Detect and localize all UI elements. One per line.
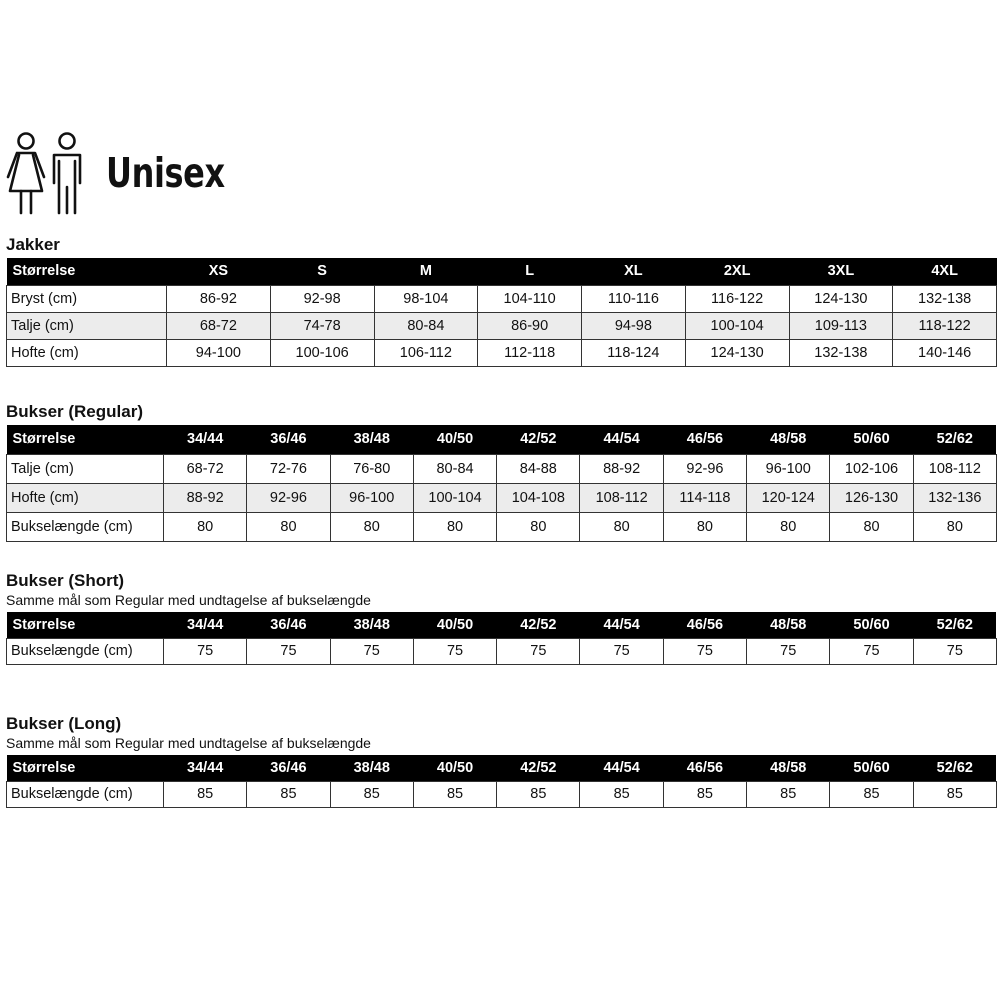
measurement-label: Talje (cm) [7, 454, 164, 483]
measurement-value: 80 [497, 512, 580, 541]
section-title: Jakker [6, 235, 60, 254]
size-header: 50/60 [830, 612, 913, 638]
size-header: 2XL [685, 258, 789, 285]
section-jakker [6, 232, 996, 367]
measurement-value: 74-78 [270, 312, 374, 339]
measurement-value: 124-130 [789, 285, 893, 312]
measurement-value: 75 [497, 638, 580, 664]
size-header: 36/46 [247, 425, 330, 454]
size-header: 48/58 [747, 755, 830, 781]
size-header: 52/62 [913, 425, 996, 454]
unisex-icons [6, 131, 84, 215]
measurement-value: 132-138 [893, 285, 997, 312]
size-header: XL [582, 258, 686, 285]
measurement-value: 75 [747, 638, 830, 664]
measurement-value: 72-76 [247, 454, 330, 483]
measurement-label: Bukselængde (cm) [7, 638, 164, 664]
size-header: 46/56 [663, 755, 746, 781]
size-header: 40/50 [413, 612, 496, 638]
section-bukser-long [6, 711, 996, 808]
measurement-value: 96-100 [747, 454, 830, 483]
section-note: Samme mål som Regular med undtagelse af bukselængde [6, 735, 371, 751]
size-table-long [6, 755, 997, 808]
size-header: 42/52 [497, 425, 580, 454]
size-header: 48/58 [747, 425, 830, 454]
measurement-value: 140-146 [893, 339, 997, 366]
size-header: 38/48 [330, 612, 413, 638]
size-header: L [478, 258, 582, 285]
size-header: 38/48 [330, 425, 413, 454]
table-row [7, 483, 997, 512]
size-header: 4XL [893, 258, 997, 285]
measurement-value: 84-88 [497, 454, 580, 483]
measurement-value: 85 [747, 781, 830, 807]
size-header: 40/50 [413, 425, 496, 454]
measurement-value: 75 [830, 638, 913, 664]
measurement-value: 80 [580, 512, 663, 541]
measurement-value: 118-124 [582, 339, 686, 366]
size-header: 50/60 [830, 425, 913, 454]
measurement-value: 80 [330, 512, 413, 541]
measurement-value: 85 [497, 781, 580, 807]
size-header: 36/46 [247, 755, 330, 781]
measurement-value: 75 [330, 638, 413, 664]
measurement-value: 80 [247, 512, 330, 541]
measurement-value: 112-118 [478, 339, 582, 366]
size-header: M [374, 258, 478, 285]
measurement-value: 85 [164, 781, 247, 807]
measurement-value: 80 [164, 512, 247, 541]
measurement-value: 85 [413, 781, 496, 807]
size-header: 50/60 [830, 755, 913, 781]
measurement-value: 114-118 [663, 483, 746, 512]
table-row [7, 638, 997, 664]
size-header: 52/62 [913, 755, 996, 781]
size-header: 38/48 [330, 755, 413, 781]
size-header: 44/54 [580, 425, 663, 454]
measurement-label: Bukselængde (cm) [7, 781, 164, 807]
size-header: 52/62 [913, 612, 996, 638]
measurement-value: 92-98 [270, 285, 374, 312]
measurement-value: 85 [247, 781, 330, 807]
measurement-value: 76-80 [330, 454, 413, 483]
header-label: Størrelse [7, 612, 164, 638]
measurement-value: 108-112 [913, 454, 996, 483]
measurement-value: 68-72 [167, 312, 271, 339]
measurement-value: 85 [663, 781, 746, 807]
size-header: 48/58 [747, 612, 830, 638]
measurement-value: 104-108 [497, 483, 580, 512]
header-row [7, 258, 997, 285]
size-header: S [270, 258, 374, 285]
size-table-regular [6, 425, 997, 542]
size-table-short [6, 612, 997, 665]
measurement-label: Hofte (cm) [7, 483, 164, 512]
table-row [7, 339, 997, 366]
measurement-value: 80 [830, 512, 913, 541]
measurement-label: Bukselængde (cm) [7, 512, 164, 541]
table-row [7, 781, 997, 807]
header-row [7, 755, 997, 781]
measurement-value: 88-92 [580, 454, 663, 483]
size-header: 40/50 [413, 755, 496, 781]
section-title: Bukser (Long) [6, 714, 122, 733]
measurement-value: 96-100 [330, 483, 413, 512]
size-header: 46/56 [663, 425, 746, 454]
measurement-value: 75 [413, 638, 496, 664]
table-row [7, 512, 997, 541]
header-row [7, 612, 997, 638]
measurement-value: 75 [164, 638, 247, 664]
measurement-value: 124-130 [685, 339, 789, 366]
size-header: 44/54 [580, 612, 663, 638]
measurement-label: Hofte (cm) [7, 339, 167, 366]
measurement-value: 109-113 [789, 312, 893, 339]
measurement-value: 132-138 [789, 339, 893, 366]
measurement-value: 110-116 [582, 285, 686, 312]
size-header: 46/56 [663, 612, 746, 638]
header-label: Størrelse [7, 425, 164, 454]
table-row [7, 312, 997, 339]
measurement-value: 75 [580, 638, 663, 664]
measurement-value: 92-96 [247, 483, 330, 512]
size-header: 42/52 [497, 755, 580, 781]
header-label: Størrelse [7, 258, 167, 285]
measurement-value: 100-106 [270, 339, 374, 366]
measurement-value: 126-130 [830, 483, 913, 512]
measurement-value: 68-72 [164, 454, 247, 483]
measurement-value: 92-96 [663, 454, 746, 483]
measurement-value: 94-100 [167, 339, 271, 366]
measurement-value: 88-92 [164, 483, 247, 512]
table-row [7, 285, 997, 312]
size-header: 3XL [789, 258, 893, 285]
measurement-value: 80 [413, 512, 496, 541]
header-row [7, 425, 997, 454]
measurement-value: 100-104 [685, 312, 789, 339]
size-header: 44/54 [580, 755, 663, 781]
measurement-value: 100-104 [413, 483, 496, 512]
measurement-value: 86-92 [167, 285, 271, 312]
measurement-value: 80 [663, 512, 746, 541]
man-figure-icon [50, 131, 84, 215]
measurement-value: 104-110 [478, 285, 582, 312]
page-title: Unisex [106, 149, 225, 197]
page-header [6, 128, 258, 218]
measurement-label: Bryst (cm) [7, 285, 167, 312]
measurement-value: 102-106 [830, 454, 913, 483]
measurement-value: 85 [830, 781, 913, 807]
measurement-value: 85 [580, 781, 663, 807]
size-header: 34/44 [164, 755, 247, 781]
woman-figure-icon [6, 131, 46, 215]
section-title: Bukser (Short) [6, 571, 125, 590]
size-header: 34/44 [164, 612, 247, 638]
measurement-value: 80 [913, 512, 996, 541]
section-title: Bukser (Regular) [6, 402, 143, 421]
measurement-value: 85 [913, 781, 996, 807]
measurement-value: 108-112 [580, 483, 663, 512]
measurement-value: 75 [247, 638, 330, 664]
measurement-value: 75 [913, 638, 996, 664]
measurement-value: 120-124 [747, 483, 830, 512]
measurement-value: 85 [330, 781, 413, 807]
size-header: XS [167, 258, 271, 285]
measurement-value: 98-104 [374, 285, 478, 312]
measurement-value: 118-122 [893, 312, 997, 339]
size-header: 42/52 [497, 612, 580, 638]
header-label: Størrelse [7, 755, 164, 781]
section-note: Samme mål som Regular med undtagelse af bukselængde [6, 592, 371, 608]
table-row [7, 454, 997, 483]
size-header: 36/46 [247, 612, 330, 638]
measurement-value: 75 [663, 638, 746, 664]
measurement-label: Talje (cm) [7, 312, 167, 339]
section-bukser-short [6, 568, 996, 665]
measurement-value: 80-84 [413, 454, 496, 483]
section-bukser-regular [6, 399, 996, 542]
size-header: 34/44 [164, 425, 247, 454]
size-table-jakker [6, 258, 997, 367]
measurement-value: 86-90 [478, 312, 582, 339]
measurement-value: 132-136 [913, 483, 996, 512]
measurement-value: 80-84 [374, 312, 478, 339]
measurement-value: 106-112 [374, 339, 478, 366]
measurement-value: 80 [747, 512, 830, 541]
measurement-value: 116-122 [685, 285, 789, 312]
measurement-value: 94-98 [582, 312, 686, 339]
